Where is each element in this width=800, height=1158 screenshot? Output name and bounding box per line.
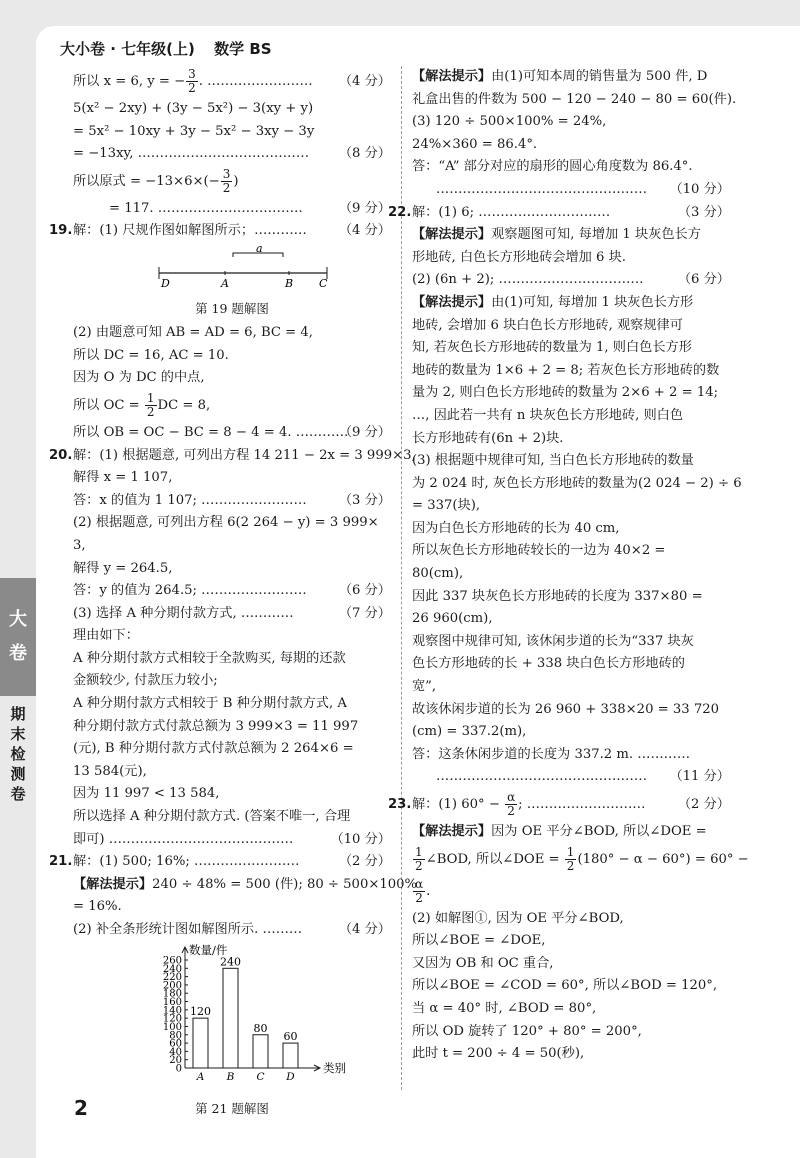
line: 为 2 024 时, 灰色长方形地砖的数量为(2 024 − 2) ÷ 6 (412, 475, 742, 491)
line: （6 分） (2) (6n + 2); …………………………… (412, 272, 730, 288)
line: 解得 x = 1 107, (73, 470, 173, 486)
line: 礼盒出售的件数为 500 − 120 − 240 − 80 = 60(件). (412, 91, 737, 107)
y-tick-label: 140 (162, 1004, 182, 1016)
line: 【解法提示】由(1)可知本周的销售量为 500 件, D (412, 69, 708, 84)
line: 3, (73, 537, 86, 553)
line: （9 分） 所以 OB = OC − BC = 8 − 4 = 4. ………… (73, 424, 391, 440)
fraction: $\frac{1}{2}$ (146, 390, 155, 419)
fraction: $\frac{3}{2}$ (188, 67, 196, 95)
question-number: 19. (49, 223, 73, 239)
line: $\frac{\alpha}{2}$ . (415, 876, 431, 905)
line: （4 分） (2) 补全条形统计图如解图所示. ……… (73, 922, 391, 937)
line: …, 因此若一共有 n 块灰色长方形地砖, 则白色 (412, 407, 684, 423)
bar (223, 968, 238, 1068)
category-label: B (226, 1070, 235, 1083)
y-tick-label: 80 (169, 1029, 182, 1041)
line: 色长方形地砖的长 + 338 块白色长方形地砖的 (412, 656, 685, 672)
line: （6 分） 答：y 的值为 264.5; …………………… (73, 583, 391, 599)
segment-label: a (256, 244, 263, 255)
figure-caption: 第 19 题解图 (195, 300, 269, 316)
y-tick-label: 60 (169, 1038, 182, 1050)
y-tick-label: 260 (162, 955, 182, 967)
line: 26 960(cm), (412, 611, 493, 627)
line: = 16%. (73, 899, 122, 915)
line: = 337(块), (412, 498, 481, 514)
bar-value-label: 240 (220, 954, 241, 968)
y-tick-label: 120 (162, 1013, 182, 1025)
line: （9 分） = 117. …………………………… (109, 200, 391, 216)
line: （8 分） = −13xy, ………………………………… (73, 146, 391, 162)
line: 所以选择 A 种分期付款方式. (答案不唯一, 合理 (73, 809, 351, 825)
line: 所以∠BOE = ∠COD = 60°, 所以∠BOD = 120°, (412, 978, 718, 994)
question-number: 22. (388, 204, 412, 220)
y-tick-label: 0 (175, 1063, 182, 1075)
line: 此时 t = 200 ÷ 4 = 50(秒), (412, 1046, 585, 1062)
line: 80(cm), (412, 566, 464, 582)
bar-value-label: 120 (190, 1004, 211, 1018)
line: 地砖的数量为 1×6 + 2 = 8; 若灰色长方形地砖的数 (412, 362, 720, 378)
category-label: C (256, 1070, 265, 1083)
line: 当 α = 40° 时, ∠BOD = 80°, (412, 1000, 597, 1016)
line: (元), B 种分期付款方式付款总额为 2 264×6 = (73, 741, 354, 757)
bar-value-label: 80 (253, 1021, 268, 1035)
line: 宽”, (412, 679, 437, 695)
y-tick-label: 180 (162, 988, 182, 1000)
line: 所以 DC = 16, AC = 10. (73, 347, 229, 363)
line: 因为 O 为 DC 的中点, (73, 370, 205, 386)
line: （10 分） ………………………………………… (436, 181, 730, 197)
line: 因为 11 997 < 13 584, (73, 786, 220, 802)
bar-chart (73, 944, 391, 1092)
book-title: 大小卷 · 七年级(上) (60, 40, 195, 58)
line: （11 分） ………………………………………… (436, 769, 730, 785)
question-19: （4 分） 19.解：(1) 尺规作图如解图所示；………… (73, 220, 391, 243)
bar (253, 1034, 268, 1067)
line: 形地砖, 白色长方形地砖会增加 6 块. (412, 249, 626, 265)
line: $\frac{1}{2}$ ∠BOD, 所以∠DOE = $\frac{1}{2}$ (180° − α − 60°) = 60° − (415, 844, 749, 873)
line: 5(x² − 2xy) + (3y − 5x²) − 3(xy + y) (73, 101, 314, 116)
hint-tag: 【解法提示】 (412, 294, 492, 310)
question-21: （2 分） 21.解：(1) 500; 16%; …………………… (73, 851, 391, 874)
hint-tag: 【解法提示】 (412, 824, 492, 839)
side-tab-char-2: 卷 (9, 643, 27, 664)
fraction: $\frac{3}{2}$ (222, 166, 231, 195)
fraction: $\frac{\alpha}{2}$ (415, 876, 424, 905)
figure-21 (73, 944, 391, 1121)
line: 所以 OD 旋转了 120° + 80° = 200°, (412, 1023, 642, 1039)
hint-tag: 【解法提示】 (412, 69, 492, 84)
line: 答：“A” 部分对应的扇形的圆心角度数为 86.4°. (412, 159, 693, 175)
line: = 5x² − 10xy + 3y − 5x² − 3xy − 3y (73, 123, 315, 139)
side-tab (0, 578, 36, 696)
line: （7 分） (3) 选择 A 种分期付款方式, ………… (73, 605, 391, 621)
y-axis-label: 数量/件 (189, 943, 228, 957)
left-column (49, 66, 418, 1123)
line: (2) 由题意可知 AB = AD = 6, BC = 4, (73, 325, 313, 341)
side-label: 期末检测卷 (10, 705, 26, 803)
line: 金额较少, 付款压力较小; (73, 673, 218, 689)
hint-tag: 【解法提示】 (73, 876, 153, 892)
question-number: 20. (49, 447, 73, 463)
figure-19 (73, 245, 391, 320)
bar (193, 1018, 208, 1068)
line: 【解法提示】240 ÷ 48% = 500 (件); 80 ÷ 500×100% (73, 876, 418, 892)
page-header (60, 38, 286, 59)
line: (2) 根据题意, 可列出方程 6(2 264 − y) = 3 999× (73, 515, 379, 531)
line: (3) 根据题中规律可知, 当白色长方形地砖的数量 (412, 453, 694, 469)
line: A 种分期付款方式相较于 B 种分期付款方式, A (73, 696, 347, 712)
line: 故该休闲步道的长为 26 960 + 338×20 = 33 720 (412, 701, 720, 717)
line: 所以原式 = −13×6×(− $\frac{3}{2}$ ) (73, 166, 239, 195)
right-column (388, 66, 749, 1066)
bar (283, 1043, 298, 1068)
y-tick-label: 160 (162, 996, 182, 1008)
subject-label: 数学 BS (214, 40, 272, 58)
line: 24%×360 = 86.4°. (412, 136, 538, 152)
line: 所以 OC = $\frac{1}{2}$ DC = 8, (73, 390, 211, 419)
fraction: $\frac{\alpha}{2}$ (507, 790, 516, 818)
line: 又因为 OB 和 OC 重合, (412, 955, 554, 971)
line: A 种分期付款方式相较于全款购买, 每期的还款 (73, 650, 346, 666)
line: 【解法提示】由(1)可知, 每增加 1 块灰色长方形 (412, 294, 694, 310)
line: 长方形地砖有(6n + 2)块. (412, 430, 564, 446)
text: . …………………… (198, 74, 313, 89)
fraction: $\frac{1}{2}$ (566, 844, 575, 873)
line: 地砖, 会增加 6 块白色长方形地砖, 观察规律可 (412, 317, 683, 333)
point-label: B (285, 276, 294, 289)
point-label: D (161, 276, 170, 289)
line: 量为 2, 则白色长方形地砖的数量为 2×6 + 2 = 14; (412, 385, 719, 401)
hint-tag: 【解法提示】 (412, 227, 492, 243)
score: （4 分） (338, 74, 391, 89)
y-tick-label: 20 (169, 1054, 182, 1066)
page-number: 2 (74, 1096, 88, 1120)
category-label: A (196, 1070, 205, 1083)
line: (2) 如解图①, 因为 OE 平分∠BOD, (412, 910, 624, 926)
line: 13 584(元), (73, 763, 147, 779)
side-tab-char-1: 大 (9, 609, 27, 630)
y-tick-label: 220 (162, 971, 182, 983)
figure-caption: 第 21 题解图 (195, 1101, 269, 1117)
y-tick-label: 40 (169, 1046, 182, 1058)
category-label: D (286, 1070, 295, 1083)
question-22: （3 分） 22.解：(1) 6; ………………………… (412, 202, 730, 225)
y-tick-label: 200 (162, 980, 182, 992)
question-20: 20.解：(1) 根据题意, 可列出方程 14 211 − 2x = 3 999×3, (73, 445, 391, 468)
point-label: A (221, 276, 229, 289)
question-number: 23. (388, 797, 412, 812)
text: 所以 x = 6, y = − (73, 74, 186, 89)
figure-19-diagram (73, 245, 391, 289)
line: 所以∠BOE = ∠DOE, (412, 933, 546, 949)
line: 答：这条休闲步道的长度为 337.2 m. ………… (412, 746, 691, 762)
y-tick-label: 100 (162, 1021, 182, 1033)
line: 种分期付款方式付款总额为 3 999×3 = 11 997 (73, 718, 359, 734)
line: (3) 120 ÷ 500×100% = 24%, (412, 114, 607, 130)
line (73, 66, 391, 98)
line: （3 分） 答：x 的值为 1 107; …………………… (73, 492, 391, 508)
line: 【解法提示】因为 OE 平分∠BOD, 所以∠DOE = (412, 824, 707, 839)
line: 知, 若灰色长方形地砖的数量为 1, 则白色长方形 (412, 340, 692, 356)
question-number: 21. (49, 854, 73, 870)
line: 因为白色长方形地砖的长为 40 cm, (412, 520, 620, 536)
line: 所以灰色长方形地砖较长的一边为 40×2 = (412, 543, 666, 559)
line: 因此 337 块灰色长方形地砖的长度为 337×80 = (412, 588, 703, 604)
y-tick-label: 240 (162, 963, 182, 975)
line: 解得 y = 264.5, (73, 560, 173, 576)
bar-value-label: 60 (283, 1029, 298, 1043)
line: （10 分） 即可) …………………………………… (73, 831, 391, 847)
x-axis-label: 类别 (323, 1060, 346, 1075)
line: 理由如下： (73, 628, 139, 644)
point-label: C (319, 276, 328, 289)
question-23: （2 分） 23.解：(1) 60° − $\frac{\alpha}{2}$ ; ……………………… (412, 789, 730, 821)
line: 【解法提示】观察题图可知, 每增加 1 块灰色长方 (412, 227, 701, 243)
fraction: $\frac{1}{2}$ (415, 844, 423, 873)
line: (cm) = 337.2(m), (412, 724, 527, 740)
line: 观察图中规律可知, 该休闲步道的长为“337 块灰 (412, 633, 694, 649)
